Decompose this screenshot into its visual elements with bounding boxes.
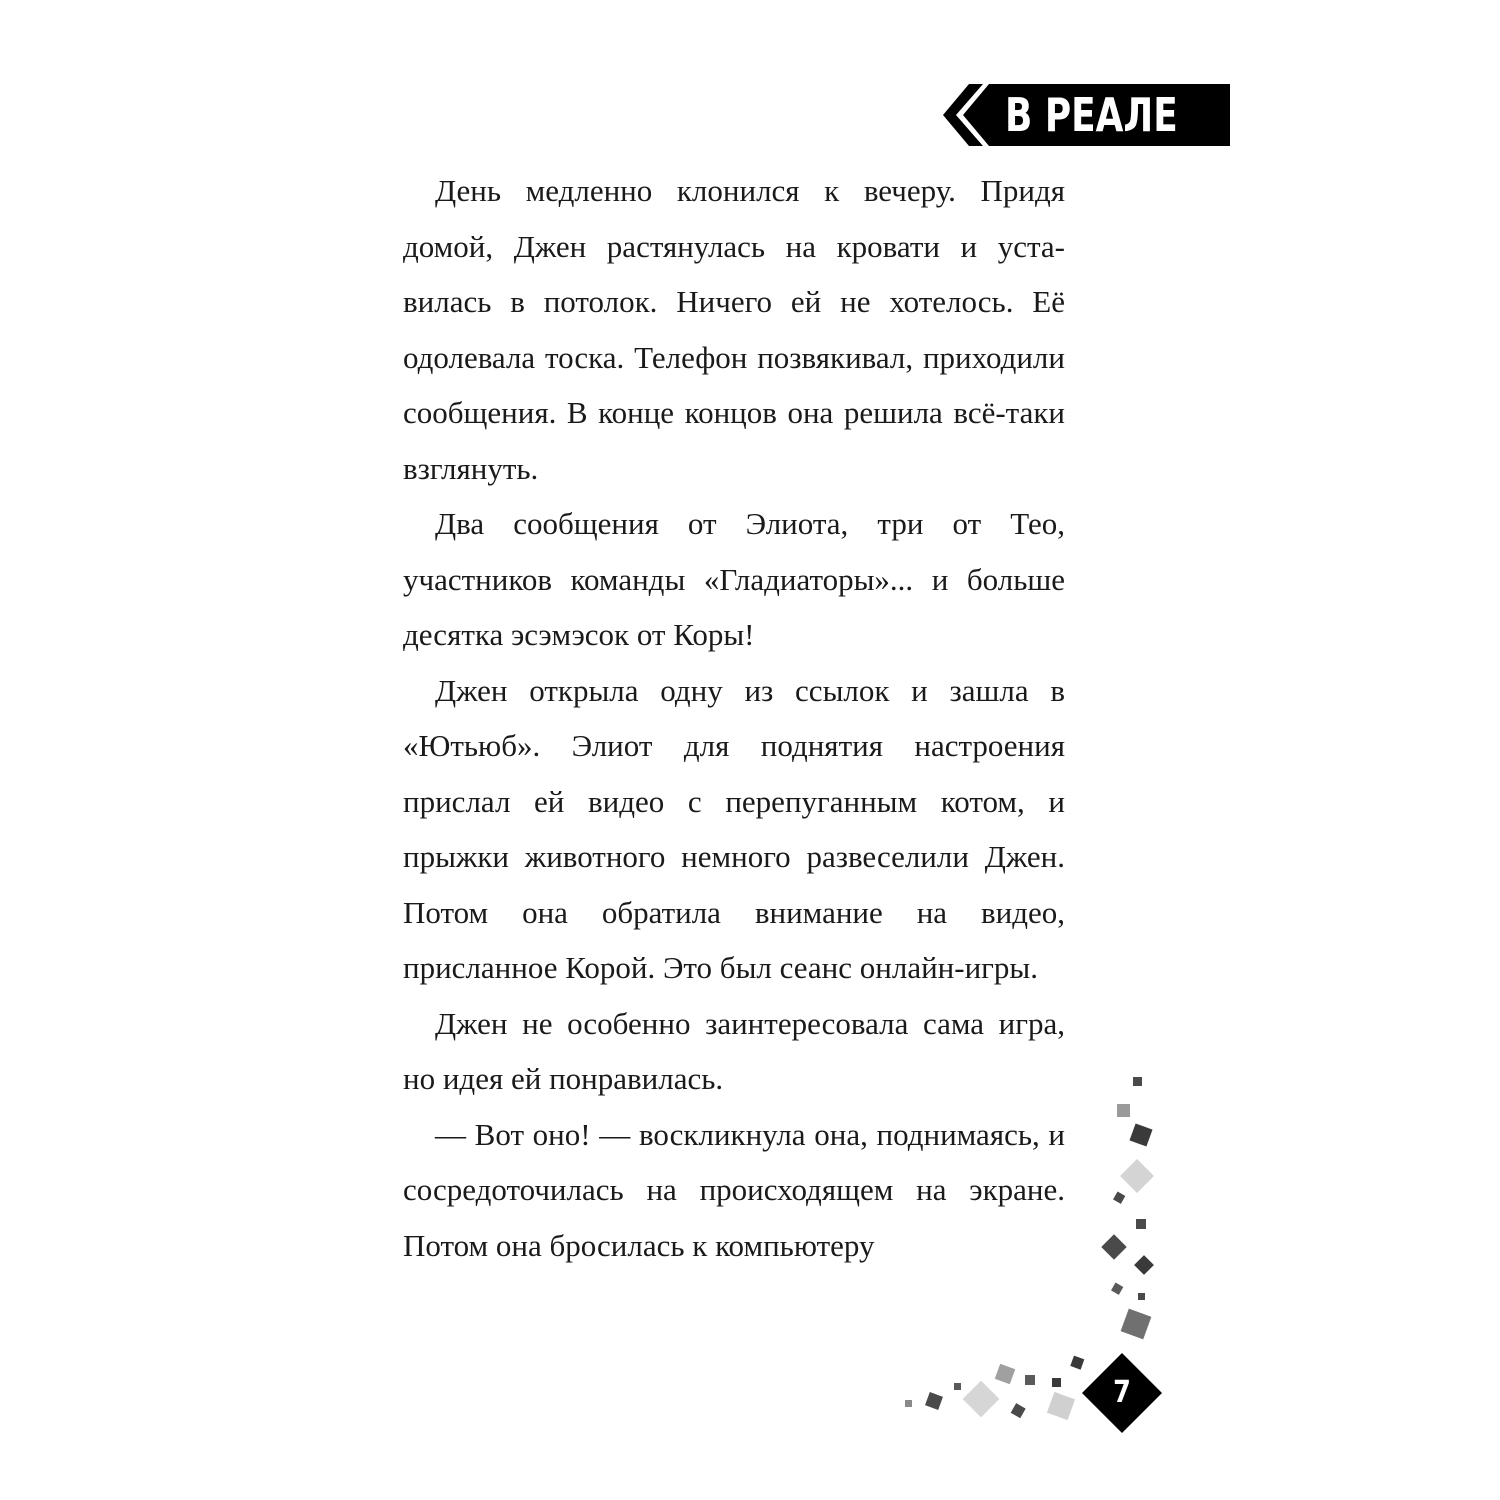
decor-square (1101, 1234, 1126, 1259)
chapter-title: В РЕАЛЕ (1005, 88, 1178, 142)
paragraph: Джен открыла одну из ссылок и зашла в «Ютьюб». Элиот для поднятия настроения прислал ей видео с перепуганным котом, и прыжки животного немного развеселили Джен. Потом она обратила внимание на видео, присланное Корой. Это был сеанс онлайн-игры. (403, 672, 1065, 985)
decor-square (1129, 1123, 1152, 1146)
decor-square (1120, 1159, 1154, 1193)
decor-square (1011, 1403, 1026, 1418)
decor-square (995, 1364, 1016, 1385)
paragraph: — Вот оно! — воскликнула она, поднимаясь, и сосредоточилась на происходящем на экране. Потом она бросилась к компьютеру (403, 1116, 1065, 1263)
decor-square (1133, 1077, 1142, 1086)
decor-square (1052, 1378, 1061, 1387)
paragraph: День медленно клонился к вечеру. Придя домой, Джен растянулась на кровати и уставилась в потолок. Ничего ей не хотелось. Её одолевала тоска. Телефон позвякивал, приходили сообщения. В конце концов она решила всё-таки взглянуть. (403, 173, 1065, 486)
paragraph: Джен не особенно заинтересовала сама игра, но идея ей понравилась. (403, 1005, 1065, 1096)
paragraph: Два сообщения от Элиота, три от Тео, участников команды «Гладиаторы»... и больше десятка эсэмэсок от Коры! (403, 506, 1065, 652)
decor-square (1047, 1392, 1075, 1420)
chapter-header-tab (943, 84, 1230, 146)
decor-square (1113, 1192, 1125, 1204)
decor-square (1136, 1219, 1146, 1229)
decor-square (1138, 1293, 1145, 1300)
page-number: 7 (1113, 1375, 1131, 1410)
decor-square (954, 1383, 961, 1390)
decor-square (1121, 1309, 1152, 1340)
decor-square (1025, 1375, 1035, 1385)
decor-square (1117, 1104, 1130, 1117)
decor-square (963, 1381, 1000, 1418)
decor-square (1111, 1283, 1123, 1295)
decor-square (1134, 1255, 1154, 1275)
decor-square (905, 1400, 912, 1407)
decor-square (925, 1392, 943, 1410)
page-number-badge (1082, 1353, 1162, 1433)
